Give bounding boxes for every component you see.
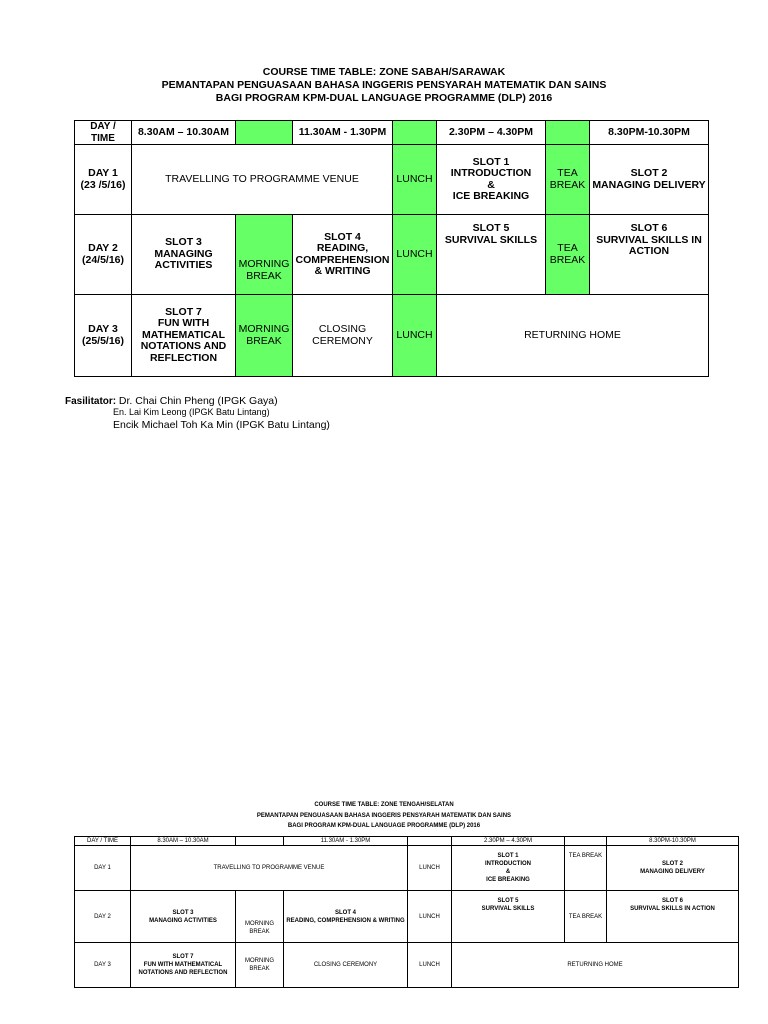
timetable-1-titles	[0, 66, 768, 105]
day-3-cell	[75, 295, 132, 377]
morning-break-cell: MORNING BREAK	[236, 943, 284, 988]
day-2-row	[75, 215, 709, 295]
tea-break-cell: TEA BREAK	[546, 145, 590, 215]
header-slot-midday: 11.30AM - 1.30PM	[293, 121, 393, 145]
header-slot-am: 8.30AM – 10.30AM	[131, 837, 236, 846]
facilitator-label: Fasilitator:	[65, 396, 117, 407]
day-2-row	[75, 891, 739, 943]
slot-1-cell: SLOT 1 INTRODUCTION & ICE BREAKING	[452, 846, 565, 891]
slot-7-cell: SLOT 7 FUN WITH MATHEMATICAL NOTATIONS AND REFLECTION	[131, 943, 236, 988]
header-slot-midday: 11.30AM - 1.30PM	[284, 837, 408, 846]
slot-5-cell: SLOT 5 SURVIVAL SKILLS	[437, 215, 546, 295]
tea-break-cell: TEA BREAK	[565, 846, 607, 891]
header-lunch	[408, 837, 452, 846]
slot-7-cell: SLOT 7 FUN WITH MATHEMATICAL NOTATIONS AND REFLECTION	[132, 295, 236, 377]
day-date: (24/5/16)	[81, 253, 125, 266]
travelling-cell: TRAVELLING TO PROGRAMME VENUE	[131, 846, 408, 891]
header-slot-am: 8.30AM – 10.30AM	[132, 121, 236, 145]
title-line: BAGI PROGRAM KPM-DUAL LANGUAGE PROGRAMME (DLP) 2016	[215, 92, 553, 104]
header-break-am	[236, 837, 284, 846]
lunch-cell: LUNCH	[393, 145, 437, 215]
header-slot-night: 8.30PM-10.30PM	[590, 121, 709, 145]
day-2-cell	[75, 215, 132, 295]
day-1-row	[75, 145, 709, 215]
day-3-row	[75, 295, 709, 377]
tea-break-cell: TEA BREAK	[565, 891, 607, 943]
slot-5-cell: SLOT 5 SURVIVAL SKILLS	[452, 891, 565, 943]
title-line: COURSE TIME TABLE: ZONE SABAH/SARAWAK	[262, 66, 506, 78]
facilitator-line	[65, 396, 330, 407]
header-slot-pm: 2.30PM – 4.30PM	[452, 837, 565, 846]
title-line: PEMANTAPAN PENGUASAAN BAHASA INGGERIS PENSYARAH MATEMATIK DAN SAINS	[161, 79, 607, 91]
facilitator-name: Dr. Chai Chin Pheng (IPGK Gaya)	[118, 395, 278, 407]
slot-2-cell: SLOT 2 MANAGING DELIVERY	[590, 145, 709, 215]
morning-break-cell: MORNING BREAK	[236, 891, 284, 943]
facilitator-name: Encik Michael Toh Ka Min (IPGK Batu Lintang)	[113, 419, 330, 431]
lunch-cell: LUNCH	[408, 943, 452, 988]
lunch-cell: LUNCH	[408, 846, 452, 891]
lunch-cell: LUNCH	[408, 891, 452, 943]
lunch-cell: LUNCH	[393, 215, 437, 295]
day-1-row	[75, 846, 739, 891]
slot-1-cell: SLOT 1 INTRODUCTION & ICE BREAKING	[437, 145, 546, 215]
header-break-am	[236, 121, 293, 145]
day-date: (25/5/16)	[81, 334, 125, 347]
slot-4-cell: SLOT 4 READING, COMPREHENSION & WRITING	[293, 215, 393, 295]
header-lunch	[393, 121, 437, 145]
lunch-cell: LUNCH	[393, 295, 437, 377]
morning-break-cell: MORNING BREAK	[236, 295, 293, 377]
morning-break-cell: MORNING BREAK	[236, 215, 293, 295]
closing-ceremony-cell: CLOSING CEREMONY	[293, 295, 393, 377]
day-label: DAY 2	[88, 242, 118, 254]
header-slot-pm: 2.30PM – 4.30PM	[437, 121, 546, 145]
header-slot-night: 8.30PM-10.30PM	[607, 837, 739, 846]
travelling-cell: TRAVELLING TO PROGRAMME VENUE	[132, 145, 393, 215]
header-tea	[565, 837, 607, 846]
slot-6-cell: SLOT 6 SURVIVAL SKILLS IN ACTION	[590, 215, 709, 295]
header-row	[75, 121, 709, 145]
timetable-2	[74, 836, 739, 988]
day-2-cell: DAY 2	[75, 891, 131, 943]
header-day-time: DAY / TIME	[75, 121, 132, 145]
returning-home-cell: RETURNING HOME	[437, 295, 709, 377]
closing-ceremony-cell: CLOSING CEREMONY	[284, 943, 408, 988]
slot-6-cell: SLOT 6 SURVIVAL SKILLS IN ACTION	[607, 891, 739, 943]
header-day-time: DAY / TIME	[75, 837, 131, 846]
timetable-1	[74, 120, 709, 377]
facilitators	[65, 396, 330, 431]
day-label: DAY 1	[88, 167, 118, 179]
header-row	[75, 837, 739, 846]
day-label: DAY 3	[88, 323, 118, 335]
day-1-cell	[75, 145, 132, 215]
title-line: PEMANTAPAN PENGUASAAN BAHASA INGGERIS PENSYARAH MATEMATIK DAN SAINS	[256, 812, 512, 819]
slot-3-cell: SLOT 3 MANAGING ACTIVITIES	[131, 891, 236, 943]
facilitator-name: En. Lai Kim Leong (IPGK Batu Lintang)	[113, 407, 270, 417]
title-line: BAGI PROGRAM KPM-DUAL LANGUAGE PROGRAMME (DLP) 2016	[287, 823, 481, 829]
slot-4-cell: SLOT 4 READING, COMPREHENSION & WRITING	[284, 891, 408, 943]
returning-home-cell: RETURNING HOME	[452, 943, 739, 988]
slot-2-cell: SLOT 2 MANAGING DELIVERY	[607, 846, 739, 891]
tea-break-cell: TEA BREAK	[546, 215, 590, 295]
day-3-row	[75, 943, 739, 988]
timetable-2-titles	[0, 800, 768, 832]
header-tea	[546, 121, 590, 145]
title-line: COURSE TIME TABLE: ZONE TENGAH/SELATAN	[314, 802, 454, 808]
day-3-cell: DAY 3	[75, 943, 131, 988]
day-date: (23 /5/16)	[80, 178, 126, 191]
day-1-cell: DAY 1	[75, 846, 131, 891]
slot-3-cell: SLOT 3 MANAGING ACTIVITIES	[132, 215, 236, 295]
